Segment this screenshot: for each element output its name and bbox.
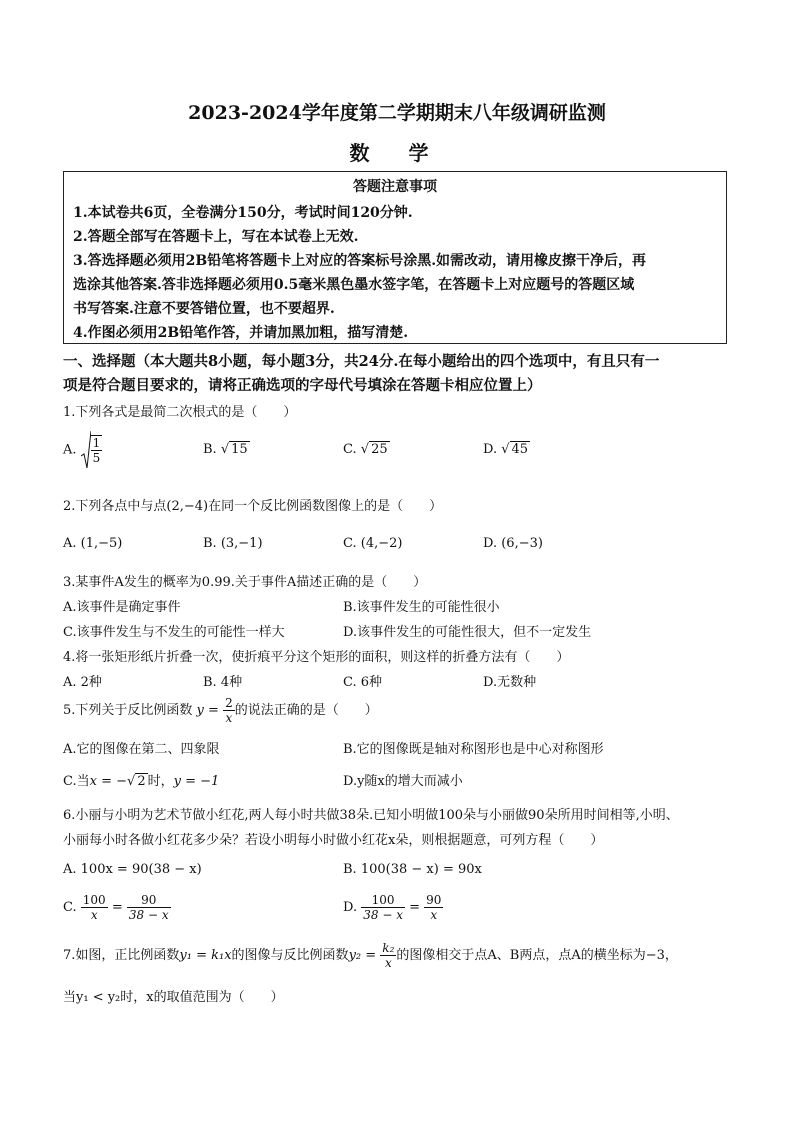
q3-option-c: C.该事件发生与不发生的可能性一样大 bbox=[63, 625, 285, 640]
q6-c-equals: = bbox=[111, 900, 123, 915]
q6-d-label: D. bbox=[343, 900, 358, 915]
q5-c-y: y = −1 bbox=[173, 774, 220, 789]
q6-d-right-num: 90 bbox=[426, 893, 442, 907]
q7-stem-line-2: 当y₁ < y₂时，x的取值范围为（ ） bbox=[63, 990, 284, 1005]
q1-b-radicand: 15 bbox=[231, 442, 248, 457]
q4-option-d: D.无数种 bbox=[483, 675, 537, 690]
q2-stem bbox=[63, 495, 442, 514]
q6-d-right-fraction bbox=[424, 893, 443, 922]
q1-option-c-label: C. bbox=[343, 442, 357, 457]
q6-c-right-fraction bbox=[127, 893, 171, 922]
q6-option-b: B. 100(38 − x) = 90x bbox=[343, 862, 482, 877]
q6-d-left-den: 38 − x bbox=[363, 908, 403, 922]
q6-stem-line-2: 小丽每小时各做小红花多少朵？若设小明每小时做小红花x朵，则根据题意，可列方程（ ） bbox=[63, 833, 604, 848]
q2-option-b: B. (3,−1) bbox=[203, 536, 263, 551]
q4-option-b: B. 4种 bbox=[203, 675, 243, 690]
q5-stem bbox=[63, 696, 378, 725]
sqrt-symbol bbox=[81, 430, 103, 470]
q6-stem-line-1: 6.小丽与小明为艺术节做小红花,两人每小时共做38朵.已知小明做100朵与小丽做90朵所用时间相等,小明、 bbox=[63, 808, 679, 823]
q2-stem-post: 在同一个反比例函数图像上的是（ ） bbox=[208, 499, 443, 514]
q6-c-left-fraction bbox=[81, 893, 108, 922]
q7-linear-function: y₁ = k₁x bbox=[179, 948, 232, 963]
q1-option-b-label: B. bbox=[203, 442, 217, 457]
q5-c-x: x = − bbox=[89, 774, 128, 789]
notice-line-4: 选涂其他答案.答非选择题必须用0.5毫米黑色墨水签字笔，在答题卡上对应题号的答题区域 bbox=[73, 277, 635, 293]
q7-stem-post: 的图像相交于点A、B两点，点A的横坐标为−3， bbox=[396, 948, 678, 963]
q1-option-a bbox=[63, 430, 102, 470]
section-heading-line-2: 项是符合题目要求的，请将正确选项的字母代号填涂在答题卡相应位置上） bbox=[63, 377, 542, 394]
q6-d-equals: = bbox=[409, 900, 421, 915]
section-heading-line-1: 一、选择题（本大题共8小题，每小题3分，共24分.在每小题给出的四个选项中，有且只有一 bbox=[63, 353, 660, 370]
q2-option-c: C. (4,−2) bbox=[343, 536, 403, 551]
q1-a-denominator: 5 bbox=[92, 451, 101, 465]
q6-c-left-den: x bbox=[90, 908, 98, 922]
notice-line-3: 3.答选择题必须用2B铅笔将答题卡上对应的答案标号涂黑.如需改动，请用橡皮擦干净后，再 bbox=[73, 253, 647, 269]
notice-title: 答题注意事项 bbox=[353, 179, 437, 195]
q5-option-d: D.y随x的增大而减小 bbox=[343, 774, 463, 789]
q3-option-d: D.该事件发生的可能性很大，但不一定发生 bbox=[343, 625, 592, 640]
q6-c-right-num: 90 bbox=[127, 893, 171, 908]
q4-stem: 4.将一张矩形纸片折叠一次，使折痕平分这个矩形的面积，则这样的折叠方法有（ ） bbox=[63, 650, 570, 665]
q1-d-radicand: 45 bbox=[511, 442, 529, 457]
q6-option-d bbox=[343, 893, 443, 922]
q1-a-numerator: 1 bbox=[92, 436, 101, 450]
q5-option-a: A.它的图像在第二、四象限 bbox=[63, 742, 220, 757]
notice-box bbox=[63, 171, 727, 344]
q2-stem-pre: 2.下列各点中与点 bbox=[63, 499, 167, 514]
subject-title: 数 学 bbox=[349, 141, 445, 165]
q7-denominator: x bbox=[384, 956, 392, 970]
q1-option-a-label: A. bbox=[63, 442, 77, 458]
q4-option-a: A. 2种 bbox=[63, 675, 102, 690]
q6-option-a: A. 100x = 90(38 − x) bbox=[63, 862, 202, 877]
q7-inverse-function-lhs: y₂ = bbox=[348, 948, 377, 963]
q6-d-right-den: x bbox=[430, 908, 438, 922]
q1-option-c: C. √ 25 bbox=[343, 442, 388, 457]
q5-stem-pre: 5.下列关于反比例函数 bbox=[63, 703, 193, 718]
q5-option-c: C.当x = −√ 2 时，y = −1 bbox=[63, 774, 220, 789]
q7-stem-mid: 的图像与反比例函数 bbox=[231, 948, 349, 963]
q7-numerator: k₂ bbox=[382, 941, 395, 955]
q1-option-d: D. √ 45 bbox=[483, 442, 529, 457]
q2-point: (2,−4) bbox=[166, 499, 209, 514]
q6-c-left-num: 100 bbox=[82, 893, 106, 907]
q5-c-pre: C.当 bbox=[63, 774, 90, 789]
notice-line-6: 4.作图必须用2B铅笔作答，并请加黑加粗，描写清楚. bbox=[73, 325, 409, 341]
q2-option-a: A. (1,−5) bbox=[63, 536, 123, 551]
q5-stem-post: 的说法正确的是（ ） bbox=[234, 703, 378, 718]
q6-c-right-den: 38 − x bbox=[128, 908, 169, 922]
notice-line-1: 1.本试卷共6页，全卷满分150分，考试时间120分钟. bbox=[73, 205, 413, 221]
q3-option-a: A.该事件是确定事件 bbox=[63, 600, 181, 615]
q1-stem: 1.下列各式是最简二次根式的是（ ） bbox=[63, 405, 297, 420]
q3-stem: 3.某事件A发生的概率为0.99.关于事件A描述正确的是（ ） bbox=[63, 575, 427, 590]
q6-d-left-fraction bbox=[361, 893, 405, 922]
q4-option-c: C. 6种 bbox=[343, 675, 383, 690]
q5-function-lhs: y = bbox=[196, 703, 219, 718]
notice-line-2: 2.答题全部写在答题卡上，写在本试卷上无效. bbox=[73, 229, 359, 245]
notice-line-5: 书写答案.注意不要答错位置，也不要超界. bbox=[73, 301, 335, 317]
q1-c-radicand: 25 bbox=[371, 442, 388, 457]
q6-c-label: C. bbox=[63, 900, 77, 915]
q5-fraction bbox=[223, 696, 235, 725]
q7-stem-pre: 7.如图，正比例函数 bbox=[63, 948, 180, 963]
q5-denominator: x bbox=[225, 711, 233, 725]
q6-option-c bbox=[63, 893, 171, 922]
q3-option-b: B.该事件发生的可能性很小 bbox=[343, 600, 500, 615]
q5-numerator: 2 bbox=[225, 696, 233, 710]
q5-c-post: 时， bbox=[147, 774, 174, 789]
q2-option-d: D. (6,−3) bbox=[483, 536, 543, 551]
q5-c-radicand: 2 bbox=[137, 774, 146, 789]
q1-option-d-label: D. bbox=[483, 442, 498, 457]
q5-option-b: B.它的图像既是轴对称图形也是中心对称图形 bbox=[343, 742, 604, 757]
q7-fraction bbox=[380, 941, 396, 970]
q7-stem-line-1 bbox=[63, 941, 678, 970]
q1-option-b: B. √ 15 bbox=[203, 442, 248, 457]
q6-d-left-num: 100 bbox=[361, 893, 405, 908]
exam-title: 2023-2024学年度第二学期期末八年级调研监测 bbox=[188, 102, 606, 124]
